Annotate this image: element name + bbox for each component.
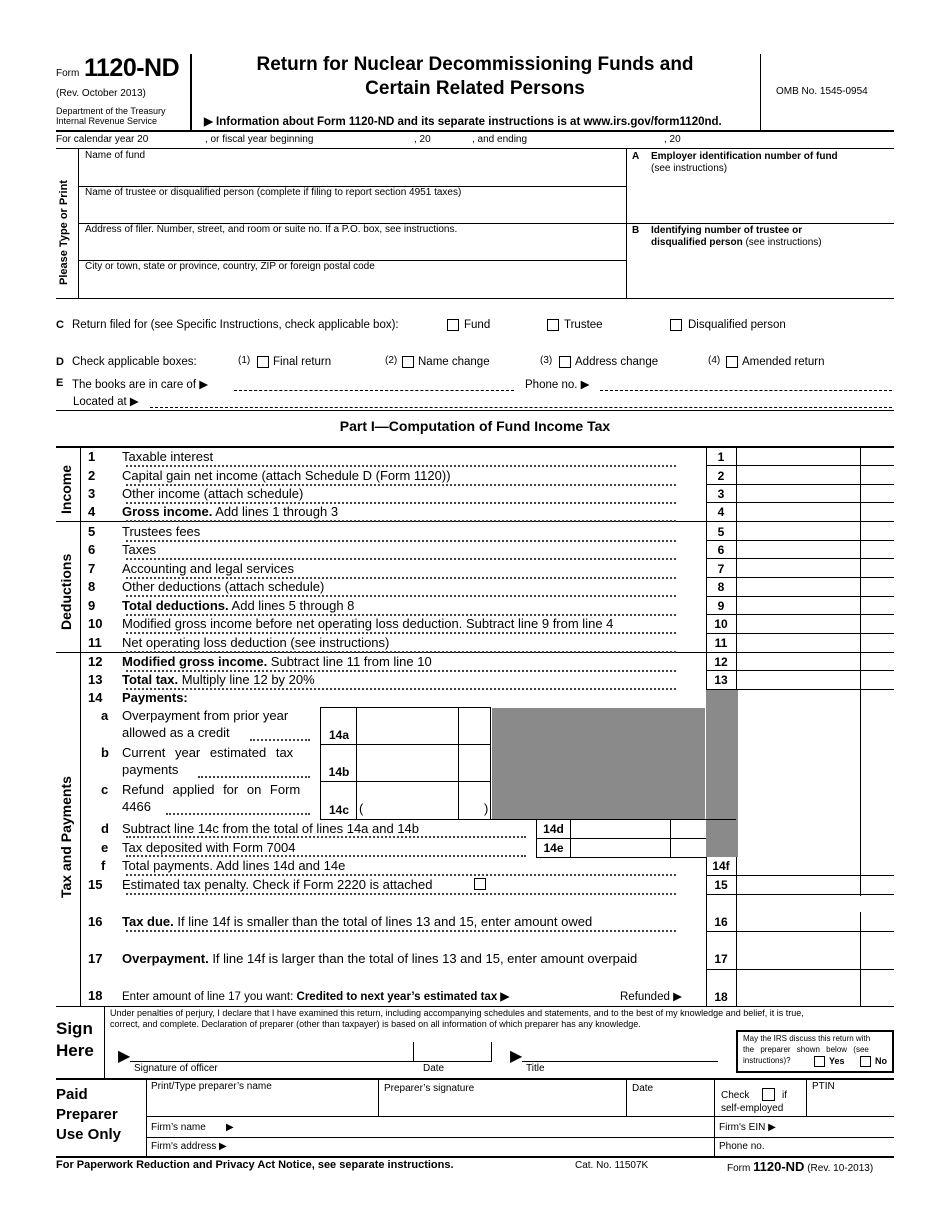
discuss-no-checkbox[interactable] <box>860 1056 871 1067</box>
disqualified-checkbox[interactable] <box>670 319 682 331</box>
sign-title-1: Sign <box>56 1019 93 1038</box>
ptin-label: PTIN <box>812 1081 835 1092</box>
line-number: 7 <box>88 561 96 576</box>
box-number: 11 <box>714 636 728 650</box>
deductions-side-label: Deductions <box>58 553 74 630</box>
amount-field[interactable] <box>738 559 859 576</box>
line-text: Subtract line 11 from line 10 <box>267 654 432 669</box>
line-text: Add lines 1 through 3 <box>212 504 339 519</box>
name-of-fund-label: Name of fund <box>85 150 146 161</box>
line-text: Tax deposited with Form 7004 <box>122 840 299 855</box>
address-label: Address of filer. Number, street, and room or suite no. If a P.O. box, see instructions. <box>85 224 458 235</box>
preparer-name-field[interactable] <box>150 1094 374 1114</box>
agency: Internal Revenue Service <box>56 116 158 126</box>
located-label: Located at ▶ <box>73 396 139 408</box>
line-letter: e <box>101 840 109 855</box>
line-number: 6 <box>88 542 96 557</box>
line-text: Accounting and legal services <box>122 561 298 576</box>
amount-field[interactable] <box>738 541 859 558</box>
perjury-line-2: correct, and complete. Declaration of preparer (other than taxpayer) is based on all information of which preparer has any knowledge. <box>110 1019 641 1029</box>
line-text: Net operating loss deduction (see instructions) <box>122 635 393 650</box>
amount-field[interactable] <box>738 653 859 670</box>
amount-field[interactable] <box>366 784 480 817</box>
footer-form-prefix: Form <box>727 1163 751 1174</box>
name-change-checkbox[interactable] <box>402 356 414 368</box>
box-number: 16 <box>714 915 728 929</box>
line-number: 5 <box>88 524 96 539</box>
line-text: payments <box>122 762 179 777</box>
line-number: 16 <box>88 914 103 929</box>
id-label2: disqualified person <box>651 237 743 248</box>
please-type-label: Please Type or Print <box>58 180 70 285</box>
title-field[interactable] <box>524 1040 716 1060</box>
footer-paperwork: For Paperwork Reduction and Privacy Act Notice, see separate instructions. <box>56 1159 454 1171</box>
form-title-line2: Certain Related Persons <box>365 78 585 99</box>
d-letter: D <box>56 356 64 368</box>
fund-checkbox[interactable] <box>447 319 459 331</box>
line-text: Total payments. Add lines 14d and 14e <box>122 858 349 873</box>
box-number: 14b <box>328 765 350 779</box>
box-number: 10 <box>714 617 728 631</box>
form-title-line1: Return for Nuclear Decommissioning Funds and <box>256 54 694 75</box>
footer-form-number: 1120-ND <box>753 1159 805 1174</box>
credited-label: Credited to next year’s estimated tax ▶ <box>296 991 510 1003</box>
d-num-4: (4) <box>708 355 721 366</box>
amount-field[interactable] <box>738 597 859 614</box>
firm-name-arrow-icon: ▶ <box>226 1122 234 1133</box>
box-number: 9 <box>717 599 725 613</box>
address-change-checkbox[interactable] <box>559 356 571 368</box>
omb-number: OMB No. 1545-0954 <box>776 86 868 97</box>
line-text: Multiply line 12 by 20% <box>178 672 315 687</box>
fiscal-year-label: , or fiscal year beginning <box>205 134 314 145</box>
books-label: The books are in care of ▶ <box>72 379 209 391</box>
discuss-line-1: May the IRS discuss this return with <box>743 1034 871 1043</box>
line-bold: Gross income. <box>122 504 213 519</box>
part1-title: Part I—Computation of Fund Income Tax <box>339 418 611 434</box>
department: Department of the Treasury <box>56 106 166 116</box>
officer-signature-field[interactable] <box>132 1040 410 1060</box>
preparer-phone-field[interactable] <box>772 1138 892 1155</box>
preparer-title-1: Paid <box>56 1086 88 1103</box>
line-letter: f <box>101 858 106 873</box>
form-prefix: Form <box>56 68 80 79</box>
trustee-checkbox[interactable] <box>547 319 559 331</box>
amount-field[interactable] <box>738 522 859 539</box>
form-number: 1120-ND <box>84 54 180 82</box>
box-number: 15 <box>714 878 728 892</box>
name-change-label: Name change <box>418 356 490 368</box>
line-text: Overpayment from prior year <box>122 708 289 723</box>
phone-field[interactable] <box>600 390 892 391</box>
city-label: City or town, state or province, country, ZIP or foreign postal code <box>85 261 375 272</box>
amount-field[interactable] <box>572 839 668 856</box>
ein-field[interactable] <box>630 178 892 220</box>
box-number: 1 <box>717 450 725 464</box>
line-number: 1 <box>88 449 96 464</box>
box-number: 5 <box>717 525 725 539</box>
paren-close: ) <box>484 801 489 816</box>
line-text: allowed as a credit <box>122 725 230 740</box>
form-2220-checkbox[interactable] <box>474 878 486 890</box>
identifying-number-field[interactable] <box>630 252 892 294</box>
amount-field[interactable] <box>738 913 893 931</box>
box-number: 14c <box>328 803 350 817</box>
line-number: 17 <box>88 951 103 966</box>
line-number: 12 <box>88 654 103 669</box>
box-number: 4 <box>717 505 725 519</box>
amount-field[interactable] <box>358 746 456 780</box>
ending-label: , and ending <box>472 134 528 145</box>
line-letter: d <box>101 821 109 836</box>
preparer-phone-label: Phone no. <box>719 1141 765 1152</box>
line-14-number: 14 <box>88 690 103 705</box>
paren-open: ( <box>359 801 364 816</box>
line-number: 15 <box>88 877 103 892</box>
fund-label: Fund <box>464 319 491 331</box>
address-change-label: Address change <box>575 356 659 368</box>
city-field[interactable] <box>80 272 624 296</box>
discuss-line-2: the preparer shown below (see <box>743 1045 869 1054</box>
firm-ein-label: Firm's EIN ▶ <box>719 1122 776 1133</box>
preparer-date-label: Date <box>632 1083 654 1094</box>
print-name-label: Print/Type preparer’s name <box>151 1081 272 1092</box>
preparer-title-3: Use Only <box>56 1126 122 1143</box>
line-bold: Modified gross income. <box>122 654 268 669</box>
line-text: Other income (attach schedule) <box>122 486 307 501</box>
box-number: 14d <box>543 822 564 836</box>
line-number: 11 <box>88 635 102 650</box>
final-return-checkbox[interactable] <box>257 356 269 368</box>
d-num-3: (3) <box>540 355 553 366</box>
amount-field[interactable] <box>738 671 859 688</box>
tax-payments-side-label: Tax and Payments <box>58 776 74 898</box>
phone-label: Phone no. ▶ <box>525 379 590 391</box>
refunded-label: Refunded ▶ <box>620 991 682 1003</box>
d-label: Check applicable boxes: <box>72 356 197 368</box>
trustee-label: Trustee <box>564 319 603 331</box>
sign-title-2: Here <box>56 1041 94 1060</box>
ein-label: Employer identification number of fund <box>651 151 838 162</box>
trustee-name-label: Name of trustee or disqualified person (complete if filing to report section 4951 taxes) <box>85 187 462 198</box>
amount-field[interactable] <box>738 950 893 968</box>
e-letter: E <box>56 377 64 389</box>
line-text: Current year estimated tax <box>122 745 294 760</box>
located-field[interactable] <box>150 407 892 408</box>
line-number: 18 <box>88 988 103 1003</box>
line-letter: b <box>101 745 109 760</box>
line-text: If line 14f is smaller than the total of lines 13 and 15, enter amount owed <box>173 914 593 929</box>
box-number: 2 <box>717 469 725 483</box>
box-number: 7 <box>717 562 725 576</box>
line-text: Trustees fees <box>122 524 204 539</box>
firm-name-label: Firm’s name <box>151 1122 206 1133</box>
box-number: 14e <box>543 841 564 855</box>
box-number: 6 <box>717 543 725 557</box>
line-bold: Total deductions. <box>122 598 229 613</box>
box-number: 12 <box>714 655 728 669</box>
check-label: Check <box>721 1090 750 1101</box>
line-text: Enter amount of line 17 you want: <box>122 991 294 1003</box>
signature-label: Signature of officer <box>134 1063 218 1074</box>
box-number: 8 <box>717 580 725 594</box>
preparer-signature-label: Preparer’s signature <box>384 1083 475 1094</box>
line-number: 10 <box>88 616 103 631</box>
box-number: 14f <box>712 859 730 873</box>
d-num-2: (2) <box>385 355 398 366</box>
date-label: Date <box>423 1063 445 1074</box>
sign-date-field[interactable] <box>416 1040 488 1060</box>
address-field[interactable] <box>80 235 624 259</box>
ein-sub: (see instructions) <box>651 163 728 174</box>
amount-field[interactable] <box>738 447 859 464</box>
discuss-no-label: No <box>875 1056 887 1066</box>
amount-field[interactable] <box>738 634 859 651</box>
firm-address-label: Firm's address ▶ <box>151 1141 227 1152</box>
amount-field[interactable] <box>738 578 859 595</box>
amended-return-label: Amended return <box>742 356 825 368</box>
ein-letter: A <box>632 151 640 162</box>
firm-ein-field[interactable] <box>786 1118 892 1136</box>
line-letter: a <box>101 708 109 723</box>
amount-field[interactable] <box>572 820 668 837</box>
line-text: Other deductions (attach schedule) <box>122 579 328 594</box>
footer-cat-no: Cat. No. 11507K <box>575 1160 649 1171</box>
firm-name-field[interactable] <box>240 1118 710 1136</box>
box-number: 14a <box>328 728 350 742</box>
preparer-signature-field[interactable] <box>382 1096 622 1114</box>
box-number: 13 <box>714 673 728 687</box>
box-number: 17 <box>714 952 728 966</box>
refunded-amount-field[interactable] <box>738 988 893 1005</box>
name-of-fund-field[interactable] <box>80 160 624 184</box>
line-text: Taxable interest <box>122 449 217 464</box>
line-text: 4466 <box>122 799 151 814</box>
books-field[interactable] <box>234 390 514 391</box>
line-number: 9 <box>88 598 96 613</box>
line-number: 3 <box>88 486 96 501</box>
firm-address-field[interactable] <box>240 1138 710 1155</box>
box-number: 3 <box>717 487 725 501</box>
revision-date: (Rev. October 2013) <box>56 88 146 99</box>
amount-field[interactable] <box>358 709 456 743</box>
box-number: 18 <box>714 990 728 1004</box>
preparer-title-2: Preparer <box>56 1106 118 1123</box>
line-letter: c <box>101 782 109 797</box>
line-text: Subtract line 14c from the total of lines 14a and 14b <box>122 821 423 836</box>
trustee-name-field[interactable] <box>80 198 624 222</box>
title-label: Title <box>526 1063 545 1074</box>
title-arrow-icon: ▶ <box>510 1048 523 1065</box>
line-text: Refund applied for on Form <box>122 782 301 797</box>
amount-field[interactable] <box>738 876 859 893</box>
ptin-field[interactable] <box>810 1094 892 1114</box>
perjury-line-1: Under penalties of perjury, I declare that I have examined this return, including accompanying schedules and statements, and to the best of my knowledge and belief, it is true, <box>110 1008 804 1018</box>
amended-return-checkbox[interactable] <box>726 356 738 368</box>
line-text: If line 14f is larger than the total of lines 13 and 15, enter amount overpaid <box>208 951 638 966</box>
line-bold: Tax due. <box>122 914 174 929</box>
c-letter: C <box>56 319 64 331</box>
amount-field[interactable] <box>738 485 859 502</box>
line-text: Add lines 5 through 8 <box>228 598 355 613</box>
line-number: 8 <box>88 579 96 594</box>
c-label: Return filed for (see Specific Instructions, check applicable box): <box>72 319 399 331</box>
amount-field[interactable] <box>738 615 859 632</box>
preparer-date-field[interactable] <box>630 1096 710 1114</box>
line-text: Modified gross income before net operating loss deduction. Subtract line 9 from line 4 <box>122 616 617 631</box>
disqualified-label: Disqualified person <box>688 319 786 331</box>
line-number: 4 <box>88 504 96 519</box>
sign-arrow-icon: ▶ <box>118 1048 131 1065</box>
line-bold: Overpayment. <box>122 951 209 966</box>
fiscal-year-20: , 20 <box>414 134 431 145</box>
line-bold: Total tax. <box>122 672 179 687</box>
self-employed-label: self-employed <box>721 1103 784 1114</box>
discuss-yes-checkbox[interactable] <box>814 1056 825 1067</box>
id-sub: (see instructions) <box>745 237 822 248</box>
amount-field[interactable] <box>738 466 859 483</box>
self-employed-checkbox[interactable] <box>762 1088 775 1101</box>
info-url: ▶ Information about Form 1120-ND and its separate instructions is at www.irs.gov/form1120nd. <box>204 116 722 128</box>
id-letter: B <box>632 225 640 236</box>
amount-field[interactable] <box>738 858 859 875</box>
final-return-label: Final return <box>273 356 332 368</box>
amount-field[interactable] <box>738 503 859 520</box>
line-number: 2 <box>88 468 96 483</box>
credited-amount-field[interactable] <box>542 988 614 1004</box>
discuss-yes-label: Yes <box>829 1056 845 1066</box>
line-text: Capital gain net income (attach Schedule D (Form 1120)) <box>122 468 455 483</box>
ending-20: , 20 <box>664 134 681 145</box>
if-label: if <box>782 1090 787 1101</box>
income-side-label: Income <box>58 464 74 514</box>
line-text: Estimated tax penalty. Check if Form 2220 is attached <box>122 877 436 892</box>
line-text: Taxes <box>122 542 160 557</box>
line-number: 13 <box>88 672 103 687</box>
payments-heading: Payments: <box>122 690 192 705</box>
discuss-line-3: instructions)? <box>743 1056 791 1065</box>
calendar-year-label: For calendar year 20 <box>56 134 149 145</box>
footer-revision: (Rev. 10-2013) <box>807 1163 874 1174</box>
id-label: Identifying number of trustee or <box>651 225 803 236</box>
d-num-1: (1) <box>238 355 251 366</box>
